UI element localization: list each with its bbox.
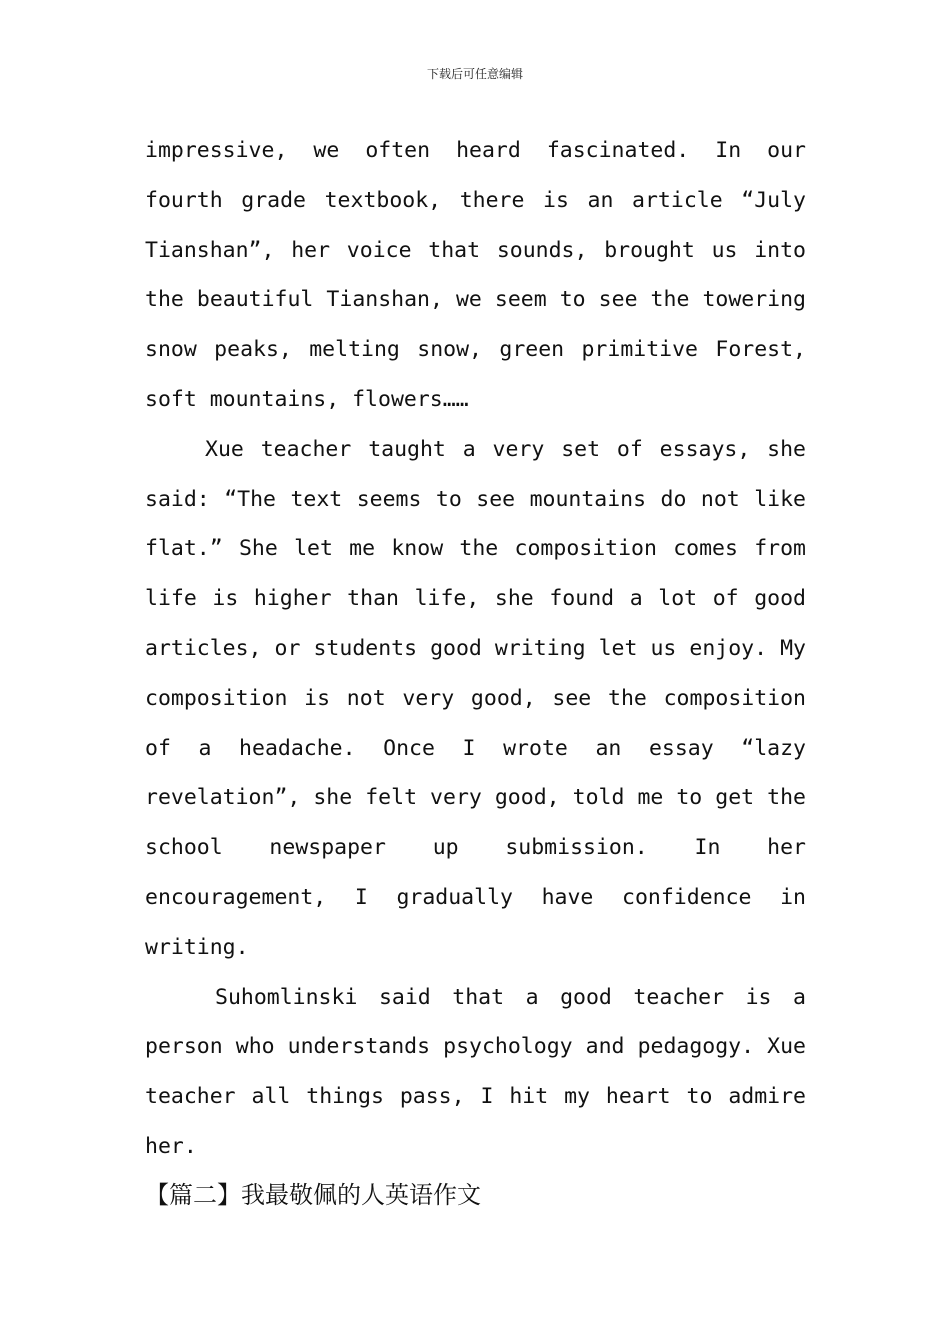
paragraph-suhomlinski: Suhomlinski said that a good teacher is a person who understands psychology and pedagogy. Xue teacher all things pass, I hit my heart to admire her. [145,984,806,1159]
section-heading: 【篇二】我最敬佩的人英语作文 [145,1181,481,1209]
paragraph-tianshan: impressive, we often heard fascinated. In our fourth grade textbook, there is an article “July Tianshan”, her voice that sounds, brought us into the beautiful Tianshan, we seem to see the towering snow peaks, melting snow, green primitive Forest, soft mountains, flowers…… [145,138,806,412]
paragraph-essays: Xue teacher taught a very set of essays, she said: “The text seems to see mountains do not like flat.” She let me know the composition comes from life is higher than life, she found a lot of good articles, or students good writing let us enjoy. My composition is not very good, see the composition of a headache. Once I wrote an essay “lazy revelation”, she felt very good, told me to get the school newspaper up submission. In her encouragement, I gradually have confidence in writing. [145,436,806,960]
page-header-note: 下载后可任意编辑 [426,67,523,81]
body-text [145,126,806,1172]
